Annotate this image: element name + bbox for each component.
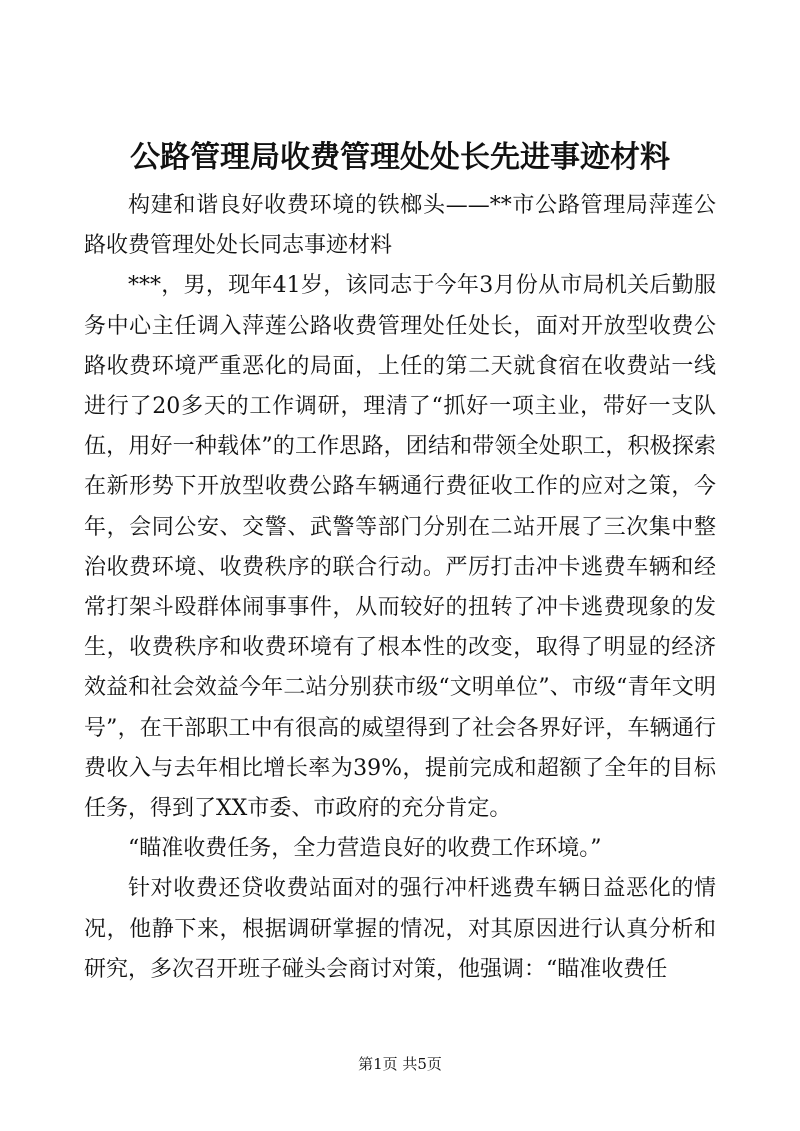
body-paragraph: ***，男，现年41岁，该同志于今年3月份从市局机关后勤服务中心主任调入萍莲公路收费管理处任处长，面对开放型收费公路收费环境严重恶化的局面，上任的第二天就食宿在收费站一线进行了20多天的工作调研，理清了“抓好一项主业，带好一支队伍，用好一种载体”的工作思路，团结和带领全处职工，积极探索在新形势下开放型收费公路车辆通行费征收工作的应对之策，今年，会同公安、交警、武警等部门分别在二站开展了三次集中整治收费环境、收费秩序的联合行动。严厉打击冲卡逃费车辆和经常打架斗殴群体闹事事件，从而较好的扭转了冲卡逃费现象的发生，收费秩序和收费环境有了根本性的改变，取得了明显的经济效益和社会效益今年二站分别获市级“文明单位”、市级“青年文明号”，在干部职工中有很高的威望得到了社会各界好评，车辆通行费收入与去年相比增长率为39%，提前完成和超额了全年的目标任务，得到了XX市委、市政府的充分肯定。: [84, 273, 716, 822]
body-paragraph: 针对收费还贷收费站面对的强行冲杆逃费车辆日益恶化的情况，他静下来，根据调研掌握的情况，对其原因进行认真分析和研究，多次召开班子碰头会商讨对策，他强调：“瞄准收费任: [84, 876, 716, 982]
document-title: 公路管理局收费管理处处长先进事迹材料: [130, 140, 670, 175]
quote-paragraph: “瞄准收费任务，全力营造良好的收费工作环境。”: [128, 836, 602, 862]
subtitle-paragraph: 构建和谐良好收费环境的铁榔头——**市公路管理局萍莲公路收费管理处处长同志事迹材料: [84, 193, 716, 259]
document-body: [84, 186, 716, 990]
page-number-footer: 第1页 共5页: [358, 1055, 442, 1073]
